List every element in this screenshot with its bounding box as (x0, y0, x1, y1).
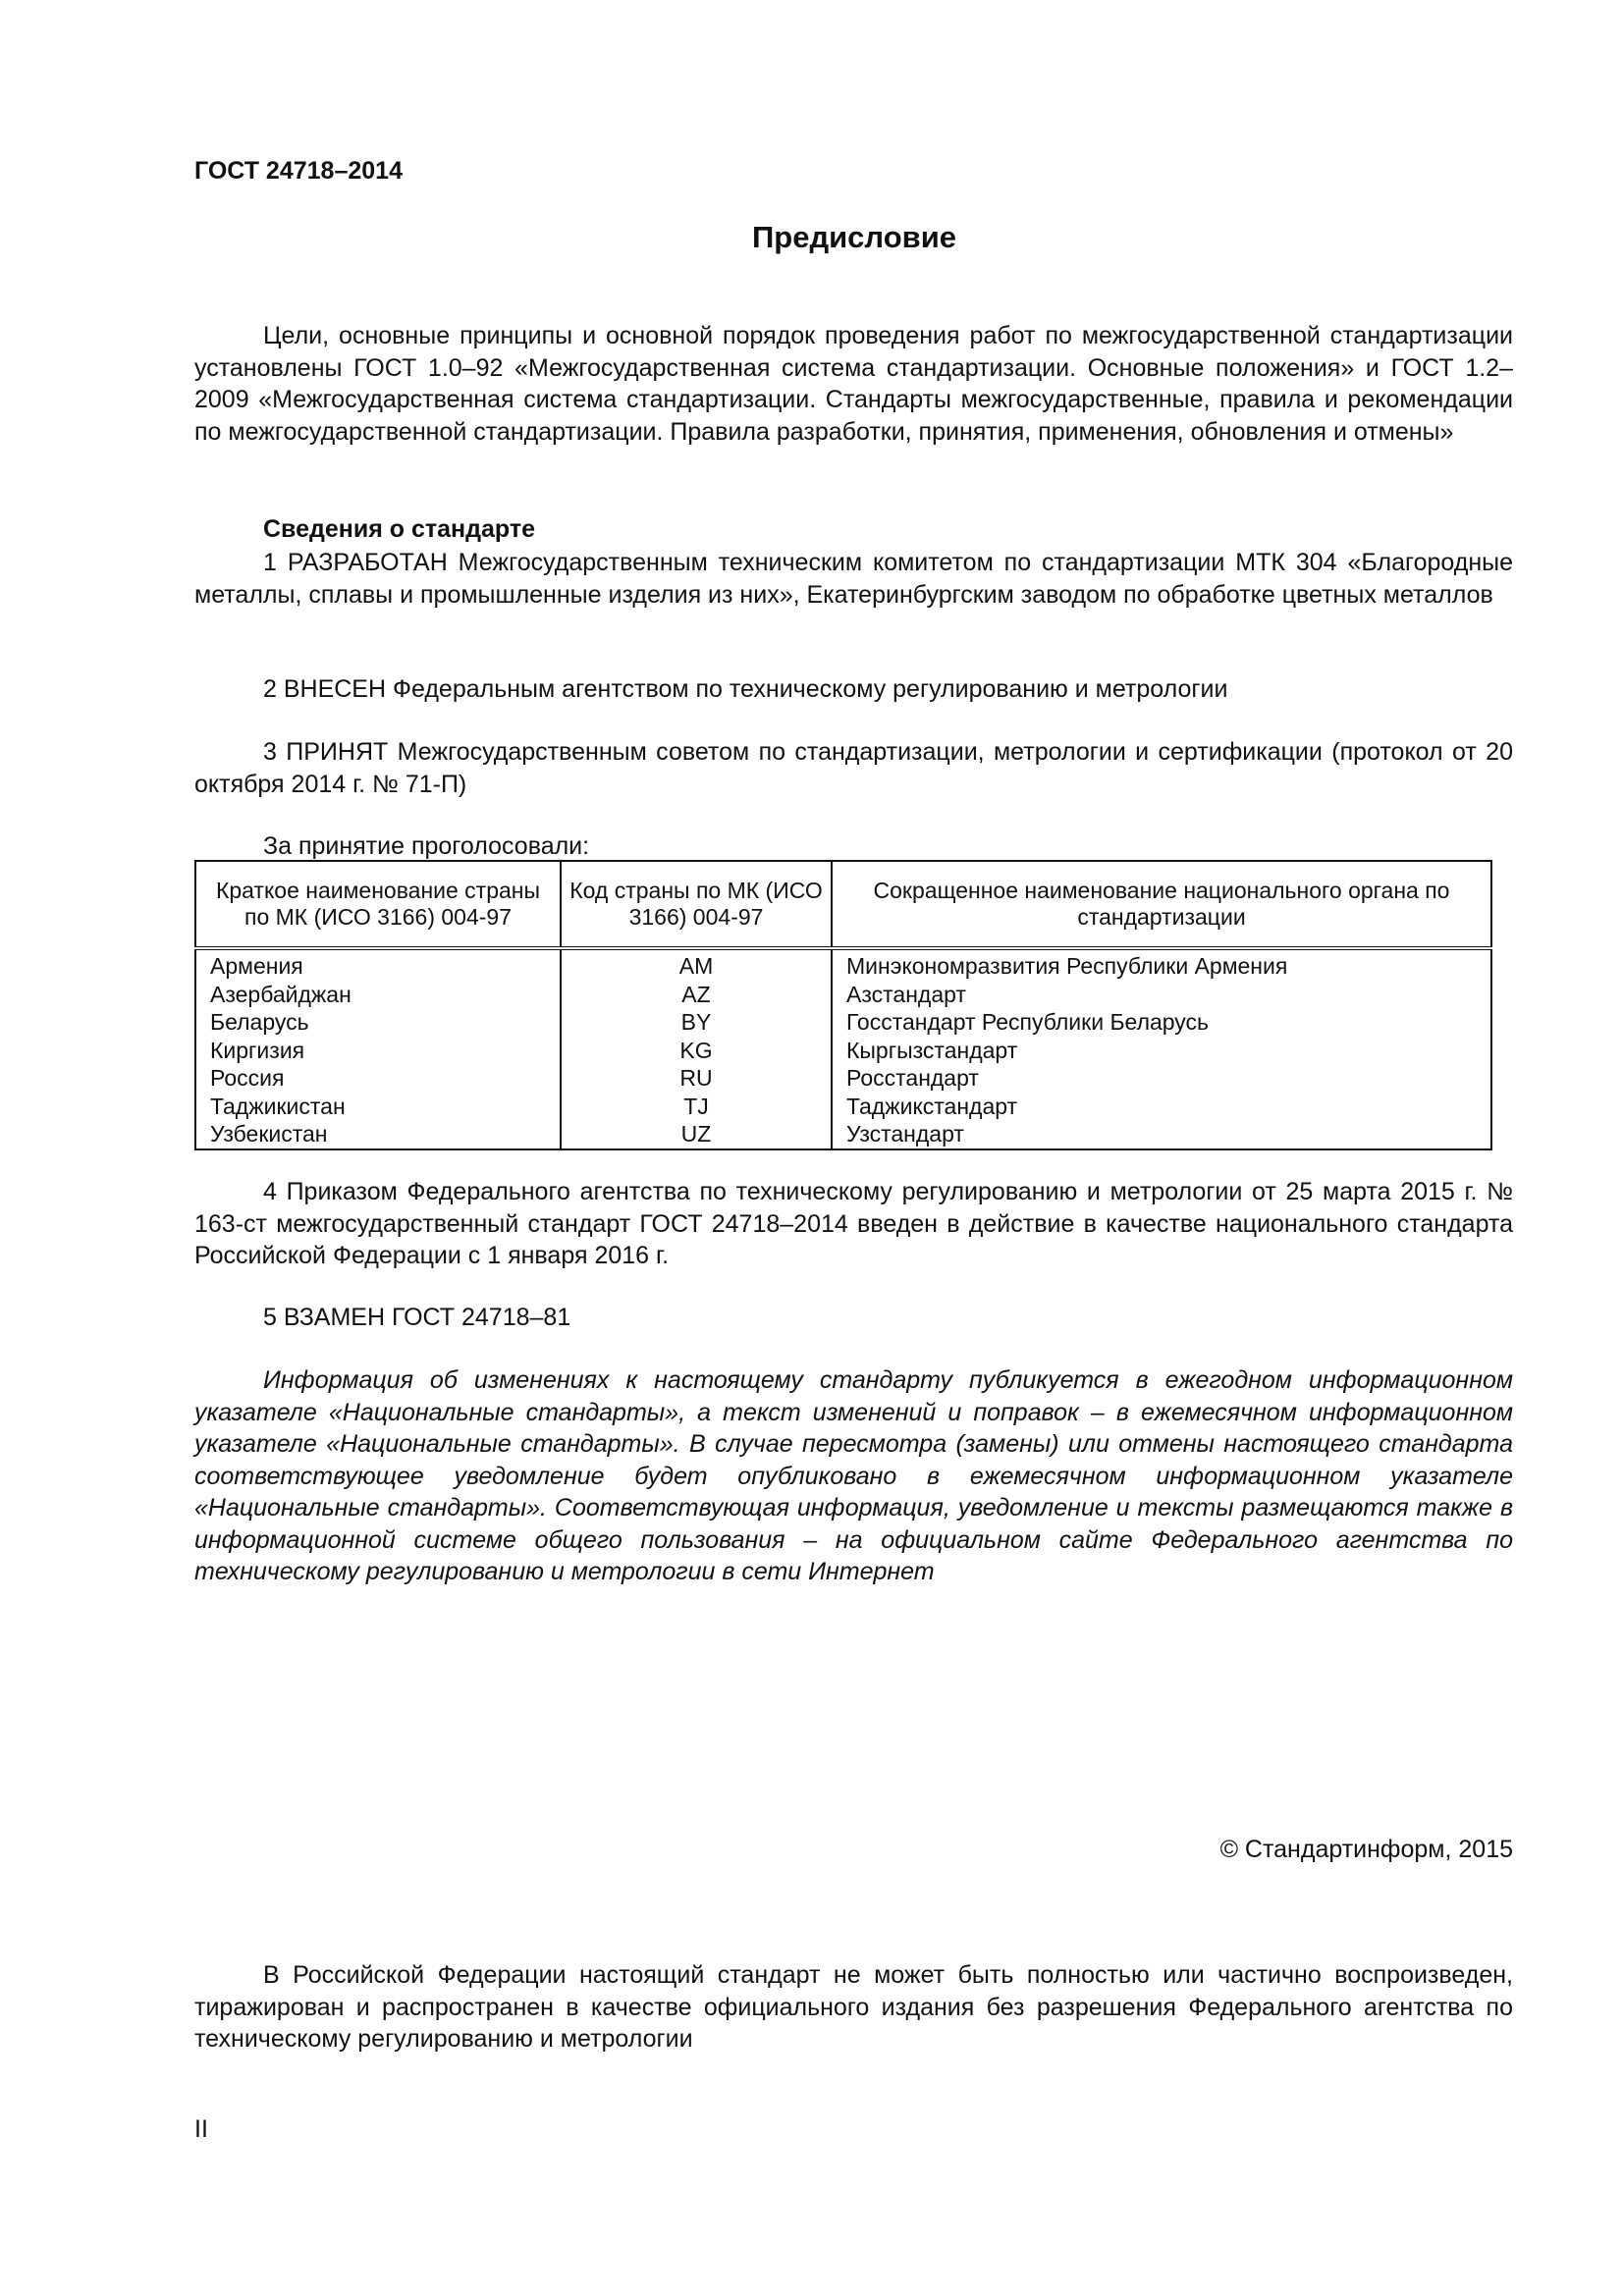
body-cell: Азстандарт (832, 981, 1491, 1009)
code-cell: KG (561, 1037, 832, 1065)
body-cell: Узстандарт (832, 1120, 1491, 1149)
country-cell: Киргизия (195, 1037, 561, 1065)
country-cell: Таджикистан (195, 1093, 561, 1121)
table-header-row (195, 861, 1491, 948)
country-cell: Беларусь (195, 1008, 561, 1037)
body-cell: Кыргызстандарт (832, 1037, 1491, 1065)
item-4-paragraph: 4 Приказом Федерального агентства по техническому регулированию и метрологии от 25 марта 2015 г. № 163-ст межгосударственный стандарт ГОСТ 24718–2014 введен в действие в качестве национального стандарта Российской Федерации с 1 января 2016 г. (194, 1178, 1513, 1269)
body-cell: Росстандарт (832, 1064, 1491, 1093)
country-cell: Армения (195, 948, 561, 981)
code-cell: UZ (561, 1120, 832, 1149)
item-3-paragraph: 3 ПРИНЯТ Межгосударственным советом по стандартизации, метрологии и сертификации (протокол от 20 октября 2014 г. № 71-П) (194, 738, 1513, 798)
code-cell: AM (561, 948, 832, 981)
voting-table (194, 860, 1492, 1150)
body-cell: Минэкономразвития Республики Армения (832, 948, 1491, 981)
column-header-country: Краткое наименование страны по МК (ИСО 3166) 004-97 (195, 861, 561, 948)
column-header-body: Сокращенное наименование национального органа по стандартизации (832, 861, 1491, 948)
table-row (195, 948, 1491, 981)
table-row (195, 1120, 1491, 1149)
country-cell: Узбекистан (195, 1120, 561, 1149)
document-id-header: ГОСТ 24718–2014 (194, 157, 403, 185)
page-number: II (194, 2115, 208, 2143)
info-heading: Сведения о стандарте (263, 515, 536, 543)
code-cell: RU (561, 1064, 832, 1093)
table-row (195, 1093, 1491, 1121)
reproduction-notice: В Российской Федерации настоящий стандарт не может быть полностью или частично воспроизведен, тиражирован и распространен в качестве официального издания без разрешения Федерального агентства по техническому регулированию и метрологии (194, 1961, 1513, 2053)
table-row (195, 1037, 1491, 1065)
code-cell: TJ (561, 1093, 832, 1121)
country-cell: Азербайджан (195, 981, 561, 1009)
body-cell: Таджикстандарт (832, 1093, 1491, 1121)
vote-caption: За принятие проголосовали: (263, 832, 590, 860)
intro-paragraph: Цели, основные принципы и основной порядок проведения работ по межгосударственной стандартизации установлены ГОСТ 1.0–92 «Межгосударственная система стандартизации. Основные положения» и ГОСТ 1.2–2009 «Межгосударственная система стандартизации. Стандарты межгосударственные, правила и рекомендации по межгосударственной стандартизации. Правила разработки, принятия, применения, обновления и отмены» (194, 322, 1513, 446)
copyright-notice: © Стандартинформ, 2015 (1219, 1836, 1513, 1863)
code-cell: BY (561, 1008, 832, 1037)
country-cell: Россия (195, 1064, 561, 1093)
body-cell: Госстандарт Республики Беларусь (832, 1008, 1491, 1037)
page-title: Предисловие (751, 220, 956, 254)
table-row (195, 1008, 1491, 1037)
column-header-code: Код страны по МК (ИСО 3166) 004-97 (561, 861, 832, 948)
item-2-paragraph: 2 ВНЕСЕН Федеральным агентством по техническому регулированию и метрологии (263, 675, 1228, 703)
table-row (195, 1064, 1491, 1093)
item-1-paragraph: 1 РАЗРАБОТАН Межгосударственным техническим комитетом по стандартизации МТК 304 «Благородные металлы, сплавы и промышленные изделия из них», Екатеринбургским заводом по обработке цветных металлов (194, 549, 1513, 609)
changes-info-paragraph: Информация об изменениях к настоящему стандарту публикуется в ежегодном информационном указателе «Национальные стандарты», а текст изменений и поправок – в ежемесячном информационном указателе «Национальные стандарты». В случае пересмотра (замены) или отмены настоящего стандарта соответствующее уведомление будет опубликовано в ежемесячном информационном указателе «Национальные стандарты». Соответствующая информация, уведомление и тексты размещаются также в информационной системе общего пользования – на официальном сайте Федерального агентства по техническому регулированию и метрологии в сети Интернет (194, 1366, 1513, 1585)
item-5-paragraph: 5 ВЗАМЕН ГОСТ 24718–81 (263, 1304, 571, 1331)
code-cell: AZ (561, 981, 832, 1009)
table-row (195, 981, 1491, 1009)
